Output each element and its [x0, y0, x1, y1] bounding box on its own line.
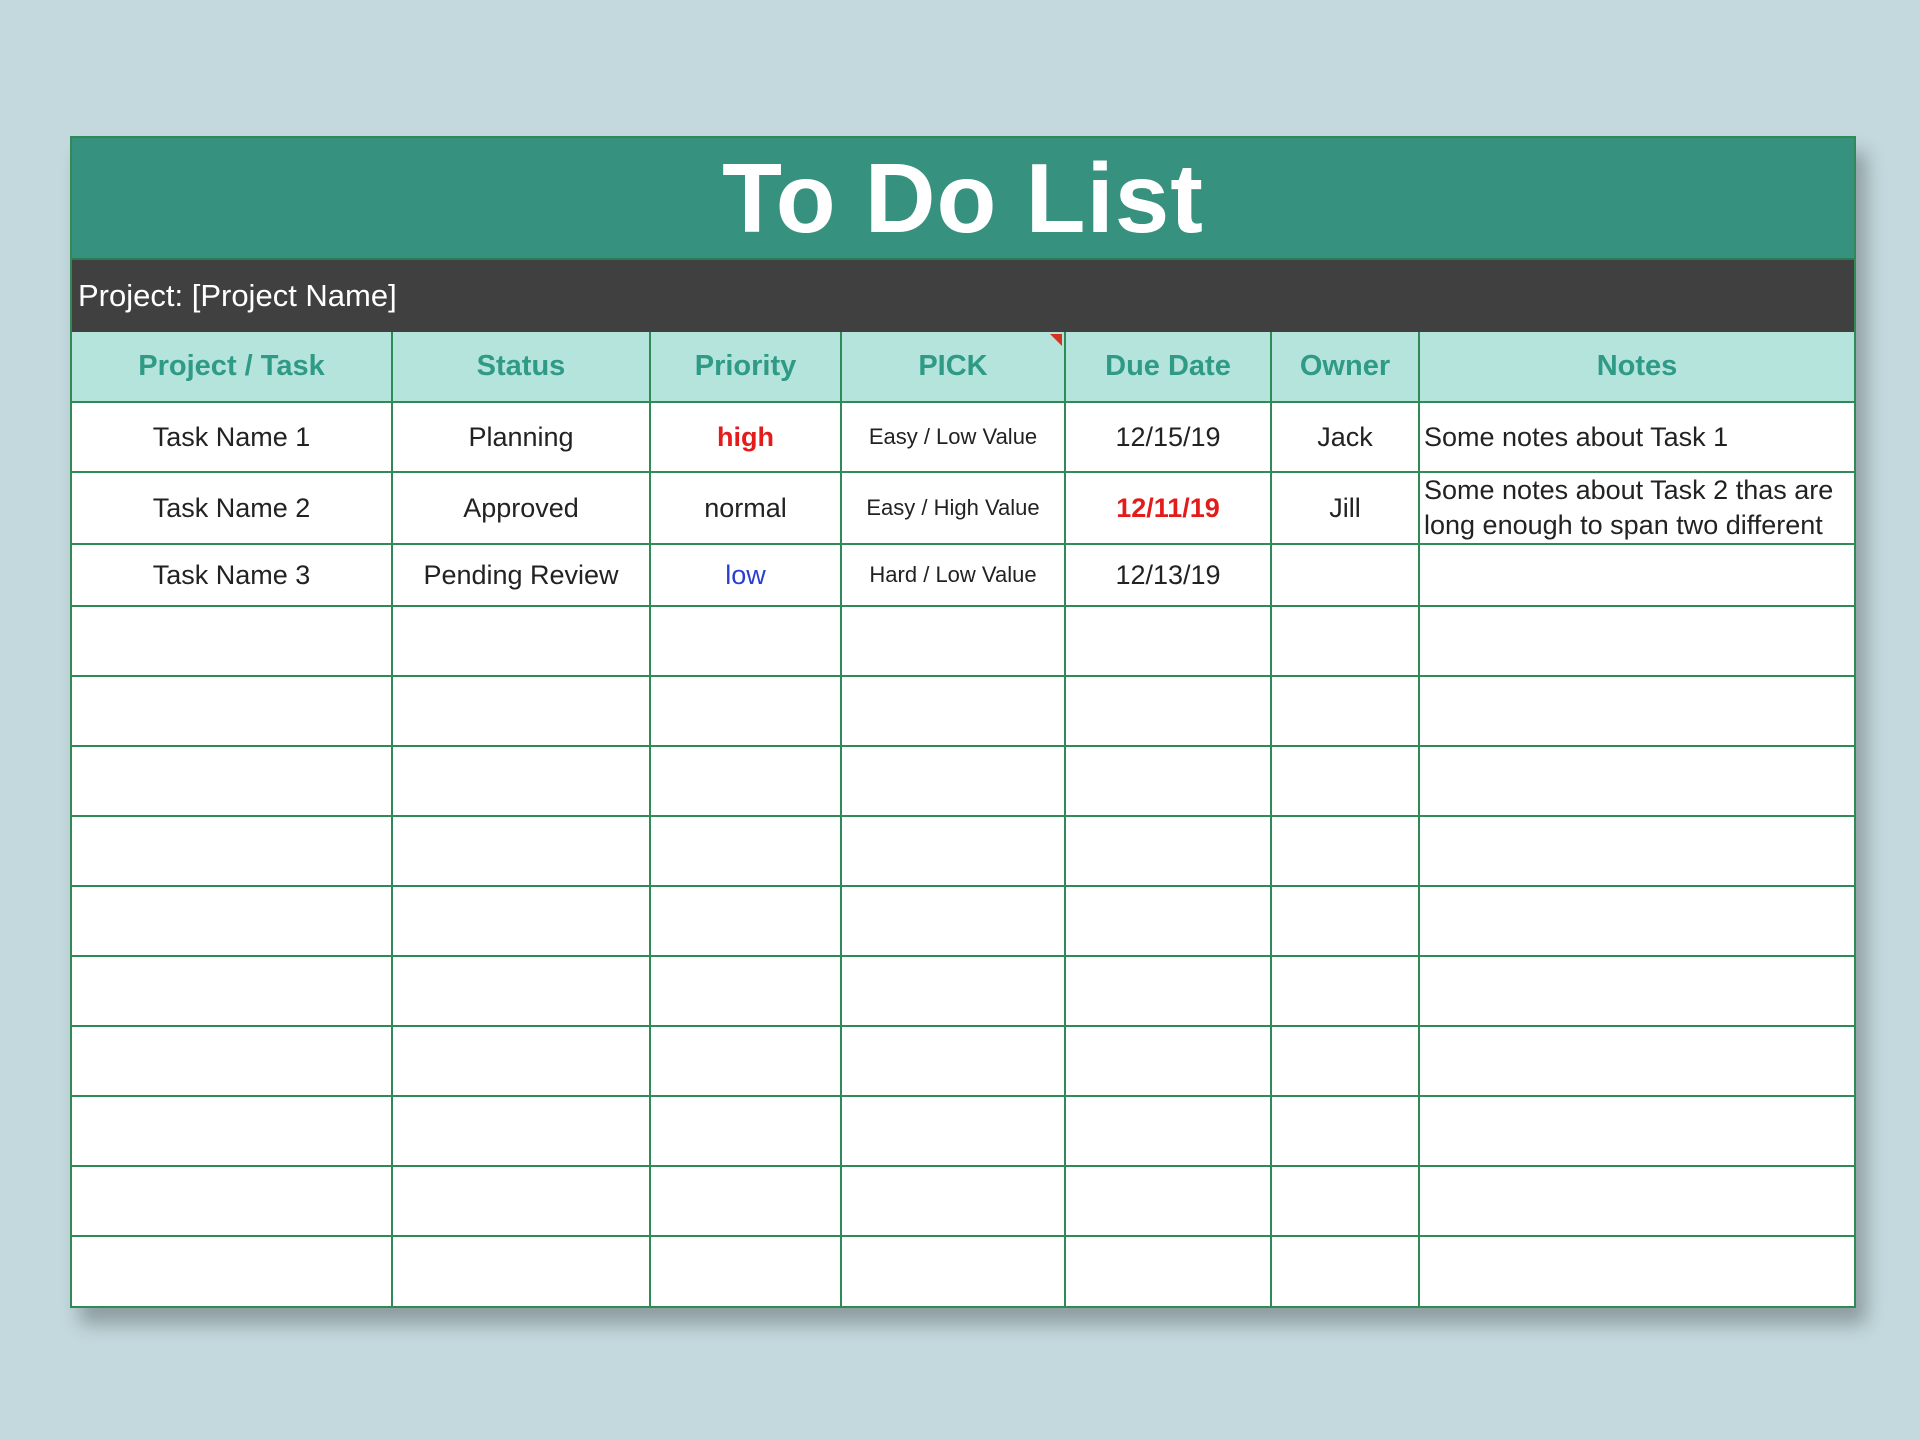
table-row — [72, 402, 1854, 472]
empty-cell[interactable] — [72, 606, 392, 676]
empty-cell[interactable] — [72, 1026, 392, 1096]
empty-cell[interactable] — [1271, 1166, 1419, 1236]
empty-cell[interactable] — [1271, 816, 1419, 886]
priority-cell[interactable] — [650, 544, 841, 606]
empty-cell[interactable] — [650, 816, 841, 886]
due-date-cell[interactable] — [1065, 472, 1271, 544]
notes-cell[interactable] — [1419, 544, 1854, 606]
empty-cell[interactable] — [1271, 1026, 1419, 1096]
empty-row — [72, 606, 1854, 676]
empty-cell[interactable] — [1271, 606, 1419, 676]
task-name-cell[interactable]: Task Name 1 — [72, 402, 392, 472]
empty-cell[interactable] — [392, 746, 650, 816]
empty-cell[interactable] — [1271, 676, 1419, 746]
empty-row — [72, 816, 1854, 886]
empty-cell[interactable] — [1419, 606, 1854, 676]
pick-cell[interactable]: Easy / Low Value — [841, 402, 1065, 472]
priority-cell[interactable] — [650, 402, 841, 472]
empty-cell[interactable] — [650, 746, 841, 816]
owner-cell[interactable] — [1271, 544, 1419, 606]
comment-indicator-icon[interactable] — [1050, 334, 1062, 346]
owner-cell[interactable]: Jill — [1271, 472, 1419, 544]
empty-cell[interactable] — [650, 1026, 841, 1096]
empty-cell[interactable] — [841, 886, 1065, 956]
empty-cell[interactable] — [1271, 886, 1419, 956]
empty-cell[interactable] — [1065, 956, 1271, 1026]
priority-value: normal — [704, 492, 787, 523]
empty-cell[interactable] — [1419, 746, 1854, 816]
status-cell[interactable]: Planning — [392, 402, 650, 472]
empty-cell[interactable] — [650, 956, 841, 1026]
empty-cell[interactable] — [72, 1166, 392, 1236]
empty-cell[interactable] — [392, 1026, 650, 1096]
empty-cell[interactable] — [841, 606, 1065, 676]
empty-row — [72, 1096, 1854, 1166]
empty-cell[interactable] — [841, 956, 1065, 1026]
table-row — [72, 472, 1854, 544]
due-date-cell[interactable]: 12/13/19 — [1065, 544, 1271, 606]
empty-cell[interactable] — [841, 816, 1065, 886]
empty-cell[interactable] — [1419, 676, 1854, 746]
priority-cell[interactable] — [650, 472, 841, 544]
status-cell[interactable]: Pending Review — [392, 544, 650, 606]
empty-cell[interactable] — [1419, 1236, 1854, 1306]
due-date-cell[interactable]: 12/15/19 — [1065, 402, 1271, 472]
empty-cell[interactable] — [1271, 1096, 1419, 1166]
task-name-cell[interactable]: Task Name 2 — [72, 472, 392, 544]
empty-cell[interactable] — [72, 746, 392, 816]
priority-value: high — [717, 421, 774, 452]
column-header-notes[interactable]: Notes — [1419, 332, 1854, 402]
column-header-owner[interactable]: Owner — [1271, 332, 1419, 402]
empty-cell[interactable] — [392, 1236, 650, 1306]
empty-row — [72, 1026, 1854, 1096]
project-name-label[interactable]: Project: [Project Name] — [78, 278, 397, 313]
empty-cell[interactable] — [1271, 1236, 1419, 1306]
empty-cell[interactable] — [650, 606, 841, 676]
empty-cell[interactable] — [72, 1096, 392, 1166]
notes-cell[interactable]: Some notes about Task 2 thas are long enough to span two different — [1419, 472, 1854, 544]
empty-cell[interactable] — [392, 956, 650, 1026]
owner-cell[interactable]: Jack — [1271, 402, 1419, 472]
status-cell[interactable]: Approved — [392, 472, 650, 544]
column-header-priority[interactable]: Priority — [650, 332, 841, 402]
empty-cell[interactable] — [650, 1236, 841, 1306]
title-bar — [72, 138, 1854, 260]
empty-cell[interactable] — [392, 606, 650, 676]
pick-cell[interactable]: Easy / High Value — [841, 472, 1065, 544]
empty-cell[interactable] — [1419, 956, 1854, 1026]
empty-cell[interactable] — [1271, 746, 1419, 816]
empty-cell[interactable] — [1065, 816, 1271, 886]
empty-cell[interactable] — [72, 886, 392, 956]
column-header-status[interactable]: Status — [392, 332, 650, 402]
empty-row — [72, 746, 1854, 816]
empty-row — [72, 886, 1854, 956]
priority-value: low — [725, 559, 766, 590]
column-header-due-date[interactable]: Due Date — [1065, 332, 1271, 402]
empty-cell[interactable] — [1271, 956, 1419, 1026]
empty-cell[interactable] — [1065, 746, 1271, 816]
empty-cell[interactable] — [1065, 1096, 1271, 1166]
empty-row — [72, 676, 1854, 746]
empty-row — [72, 956, 1854, 1026]
empty-cell[interactable] — [1065, 886, 1271, 956]
empty-row — [72, 1236, 1854, 1306]
empty-cell[interactable] — [841, 1236, 1065, 1306]
empty-cell[interactable] — [650, 676, 841, 746]
empty-cell[interactable] — [841, 676, 1065, 746]
empty-cell[interactable] — [392, 886, 650, 956]
empty-cell[interactable] — [650, 886, 841, 956]
todo-sheet — [70, 136, 1856, 1308]
empty-cell[interactable] — [1065, 1236, 1271, 1306]
due-date-value: 12/11/19 — [1116, 492, 1220, 523]
project-bar — [72, 260, 1854, 332]
empty-cell[interactable] — [72, 676, 392, 746]
empty-cell[interactable] — [1419, 816, 1854, 886]
empty-cell[interactable] — [1065, 606, 1271, 676]
empty-cell[interactable] — [841, 1166, 1065, 1236]
empty-cell[interactable] — [1065, 1026, 1271, 1096]
empty-cell[interactable] — [392, 1096, 650, 1166]
empty-cell[interactable] — [72, 816, 392, 886]
empty-cell[interactable] — [72, 956, 392, 1026]
pick-cell[interactable]: Hard / Low Value — [841, 544, 1065, 606]
empty-cell[interactable] — [841, 1096, 1065, 1166]
header-row — [72, 332, 1854, 402]
empty-cell[interactable] — [72, 1236, 392, 1306]
column-header-project-task[interactable]: Project / Task — [72, 332, 392, 402]
table-row — [72, 544, 1854, 606]
notes-cell[interactable]: Some notes about Task 1 — [1419, 402, 1854, 472]
empty-row — [72, 1166, 1854, 1236]
empty-cell[interactable] — [392, 676, 650, 746]
empty-cell[interactable] — [841, 746, 1065, 816]
empty-cell[interactable] — [1419, 886, 1854, 956]
empty-cell[interactable] — [1065, 1166, 1271, 1236]
empty-cell[interactable] — [392, 816, 650, 886]
column-header-pick[interactable]: PICK — [841, 332, 1065, 402]
empty-cell[interactable] — [650, 1096, 841, 1166]
empty-cell[interactable] — [392, 1166, 650, 1236]
empty-cell[interactable] — [1419, 1166, 1854, 1236]
task-table — [72, 332, 1854, 1306]
sheet-title: To Do List — [722, 143, 1204, 253]
empty-cell[interactable] — [650, 1166, 841, 1236]
empty-cell[interactable] — [1419, 1026, 1854, 1096]
empty-cell[interactable] — [1419, 1096, 1854, 1166]
empty-cell[interactable] — [1065, 676, 1271, 746]
empty-cell[interactable] — [841, 1026, 1065, 1096]
task-name-cell[interactable]: Task Name 3 — [72, 544, 392, 606]
